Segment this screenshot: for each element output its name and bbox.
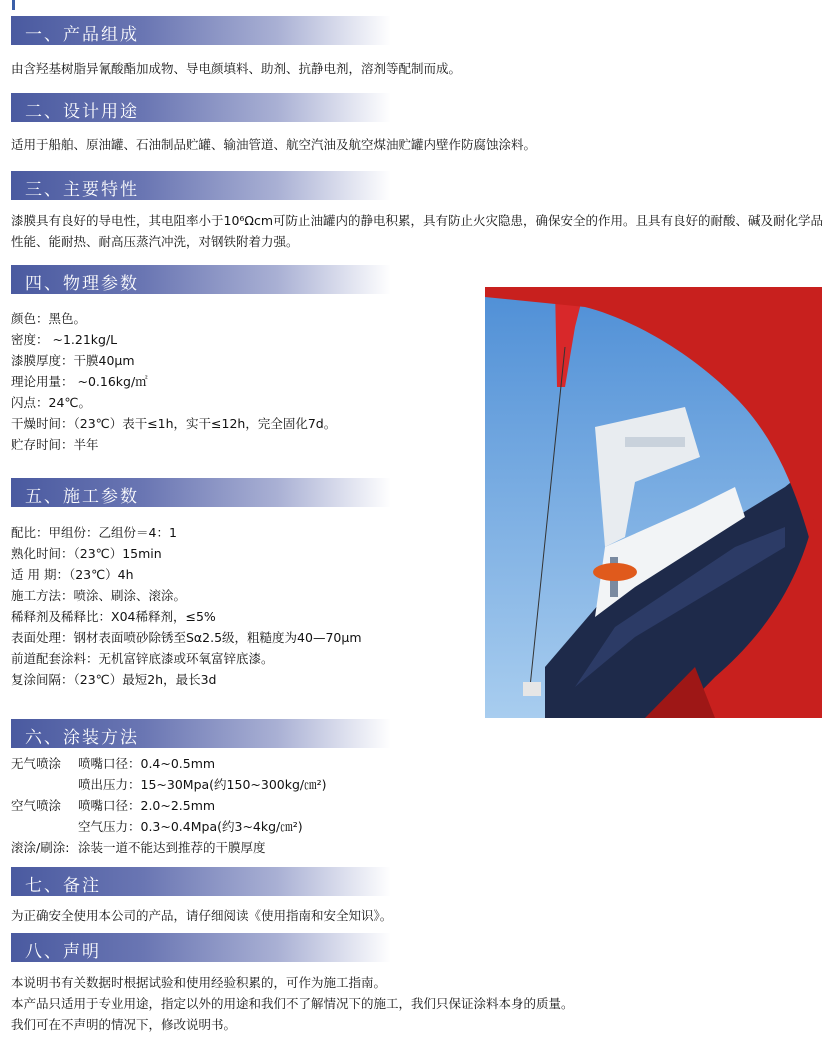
- statement-line: 本产品只适用于专业用途，指定以外的用途和我们不了解情况下的施工，我们只保证涂料本身的质量。: [11, 996, 574, 1011]
- top-accent-bar: [12, 0, 15, 10]
- section-title: 七、备注: [25, 876, 101, 896]
- construction-param: 稀释剂及稀释比：X04稀释剂，≤5%: [11, 609, 216, 624]
- section-header-application: [11, 719, 391, 748]
- physical-param: 密度： ~1.21kg/L: [11, 332, 118, 347]
- construction-param: 适 用 期：（23℃）4h: [11, 567, 134, 582]
- physical-param: 干燥时间：（23℃）表干≤1h，实干≤12h，完全固化7d。: [11, 416, 337, 431]
- construction-param: 表面处理：钢材表面喷砂除锈至Sα2.5级，粗糙度为40—70μm: [11, 630, 362, 645]
- method-label: 无气喷涂: [11, 756, 62, 771]
- method-value: 喷嘴口径：0.4~0.5mm: [78, 756, 216, 771]
- section-title: 三、主要特性: [25, 180, 139, 200]
- section-header-construction: [11, 478, 391, 507]
- statement-line: 本说明书有关数据时根据试验和使用经验积累的，可作为施工指南。: [11, 975, 387, 990]
- section-header-remarks: [11, 867, 391, 896]
- physical-param: 闪点：24℃。: [11, 395, 91, 410]
- usage-text: 适用于船舶、原油罐、石油制品贮罐、输油管道、航空汽油及航空煤油贮罐内壁作防腐蚀涂料。: [11, 137, 537, 152]
- section-header-statement: [11, 933, 391, 962]
- method-value: 喷嘴口径：2.0~2.5mm: [78, 798, 216, 813]
- composition-text: 由含羟基树脂异氰酸酯加成物、导电颜填料、助剂、抗静电剂，溶剂等配制而成。: [11, 61, 462, 76]
- construction-param: 配比：甲组份：乙组份＝4：1: [11, 525, 177, 540]
- construction-param: 复涂间隔：（23℃）最短2h，最长3d: [11, 672, 217, 687]
- section-title: 二、设计用途: [25, 102, 139, 122]
- section-header-physical: [11, 265, 391, 294]
- section-title: 一、产品组成: [25, 25, 139, 45]
- section-title: 八、声明: [25, 942, 101, 962]
- section-title: 五、施工参数: [25, 487, 139, 507]
- section-header-usage: [11, 93, 391, 122]
- ship-photo: [485, 287, 822, 718]
- physical-param: 漆膜厚度：干膜40μm: [11, 353, 135, 368]
- section-header-composition: [11, 16, 391, 45]
- method-value: 空气压力：0.3~0.4Mpa(约3~4kg/㎝²): [78, 819, 303, 834]
- section-title: 四、物理参数: [25, 274, 139, 294]
- physical-param: 贮存时间：半年: [11, 437, 99, 452]
- physical-param: 颜色：黑色。: [11, 311, 87, 326]
- construction-param: 前道配套涂料：无机富锌底漆或环氧富锌底漆。: [11, 651, 274, 666]
- method-label: 滚涂/刷涂:: [11, 840, 70, 855]
- method-value: 涂装一道不能达到推荐的干膜厚度: [78, 840, 266, 855]
- method-label: 空气喷涂: [11, 798, 62, 813]
- construction-param: 熟化时间：（23℃）15min: [11, 546, 162, 561]
- ship-illustration: [485, 287, 822, 718]
- section-header-features: [11, 171, 391, 200]
- features-text: 漆膜具有良好的导电性，其电阻率小于10⁶Ωcm可防止油罐内的静电积累，具有防止火灾隐患，确保安全的作用。且具有良好的耐酸、碱及耐化学品性能、能耐热、耐高压蒸汽冲洗，对钢铁附着力强。: [11, 213, 824, 249]
- remarks-text: 为正确安全使用本公司的产品，请仔细阅读《使用指南和安全知识》。: [11, 908, 393, 923]
- physical-param: 理论用量： ~0.16kg/㎡: [11, 374, 148, 389]
- statement-line: 我们可在不声明的情况下，修改说明书。: [11, 1017, 237, 1032]
- section-title: 六、涂装方法: [25, 728, 139, 748]
- method-value: 喷出压力：15~30Mpa(约150~300kg/㎝²): [78, 777, 327, 792]
- construction-param: 施工方法：喷涂、刷涂、滚涂。: [11, 588, 187, 603]
